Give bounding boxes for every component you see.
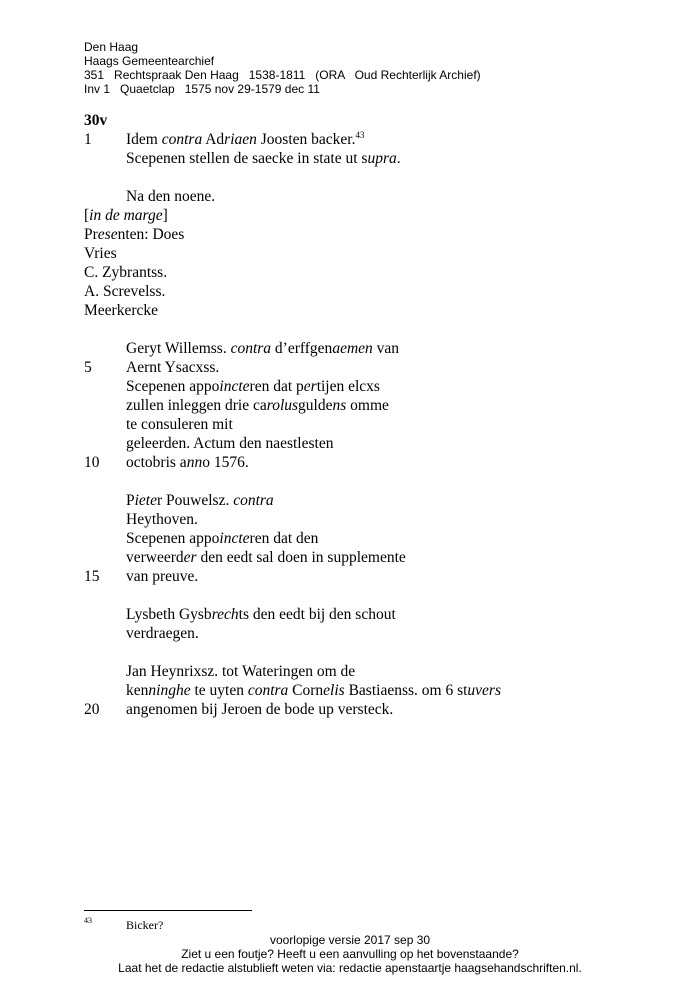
transcription-lines	[84, 130, 501, 719]
text-segment: zullen inleggen drie ca	[126, 397, 267, 414]
transcription-line	[84, 206, 168, 225]
italic-expansion: incte	[219, 378, 250, 395]
italic-expansion: er	[303, 378, 317, 395]
line-text	[126, 700, 393, 719]
text-segment: Heythoven.	[126, 511, 198, 528]
italic-expansion: rolus	[266, 397, 299, 414]
text-segment: C. Zybrantss.	[84, 264, 168, 281]
line-text	[84, 244, 117, 263]
italic-expansion: elis	[323, 682, 345, 699]
transcription-line	[84, 548, 406, 567]
line-text	[126, 396, 389, 415]
header-line-city: Den Haag	[84, 40, 139, 54]
text-segment: Lysbeth Gysb	[126, 606, 212, 623]
text-segment: Scepenen appo	[126, 378, 220, 395]
header-line-archive: Haags Gemeentearchief	[84, 54, 215, 68]
text-segment: Geryt Willemss.	[126, 340, 231, 357]
text-segment: den eedt sal doen in supplemente	[196, 549, 406, 566]
italic-expansion: uvers	[467, 682, 501, 699]
text-segment: omme	[346, 397, 389, 414]
italic-expansion: ninghe	[148, 682, 191, 699]
transcription-line	[84, 187, 216, 206]
text-segment: Pr	[84, 226, 98, 243]
transcription-line	[84, 396, 389, 415]
transcription-line	[84, 377, 380, 396]
footer-question: Ziet u een foutje? Heeft u een aanvulling op het bovenstaande?	[181, 947, 519, 961]
text-segment: Meerkercke	[84, 302, 159, 319]
text-segment: Scepenen stellen de saecke in state ut s	[126, 150, 368, 167]
italic-expansion: incte	[219, 530, 250, 547]
blank-line	[84, 643, 107, 662]
italic-expansion: aemen	[332, 340, 373, 357]
transcription-line	[84, 434, 334, 453]
transcription-line	[84, 244, 117, 263]
text-segment: Aernt Ysacxss.	[126, 359, 220, 376]
text-segment: Bastiaenss. om 6 st	[344, 682, 468, 699]
text-segment: Na den noene.	[126, 188, 216, 205]
text-segment: te consuleren mit	[126, 416, 233, 433]
text-segment: Jan Heynrixsz. tot Wateringen om de	[126, 663, 356, 680]
text-segment: ren dat p	[249, 378, 304, 395]
text-segment: .	[396, 150, 401, 167]
italic-expansion: riaen	[224, 131, 257, 148]
blank-line	[84, 472, 107, 491]
text-segment: o 1576.	[202, 454, 249, 471]
line-text	[126, 662, 355, 681]
text-segment: d’erffgen	[271, 340, 333, 357]
text-segment: verweerd	[126, 549, 184, 566]
header-line-collection: 351 Rechtspraak Den Haag 1538-1811 (ORA Oud Rechterlijk Archief)	[84, 68, 481, 82]
line-number: 10	[84, 454, 100, 471]
page-header	[84, 40, 481, 96]
line-text	[126, 149, 401, 168]
line-text	[126, 605, 396, 624]
text-segment: ken	[126, 682, 149, 699]
text-segment: van preuve.	[126, 568, 199, 585]
line-text	[126, 681, 501, 700]
transcription-body	[84, 111, 501, 719]
text-segment: van	[372, 340, 400, 357]
line-text	[84, 263, 167, 282]
transcription-line	[84, 529, 319, 548]
line-text	[126, 339, 399, 358]
transcription-line	[84, 624, 199, 643]
footnote-text: Bicker?	[126, 918, 164, 932]
transcription-line	[84, 662, 356, 681]
italic-expansion: iete	[134, 492, 157, 509]
line-text	[126, 510, 198, 529]
italic-expansion: upra	[367, 150, 397, 167]
text-segment: Corn	[288, 682, 324, 699]
line-text	[126, 453, 249, 472]
text-segment: verdraegen.	[126, 625, 199, 642]
transcription-line	[84, 605, 396, 624]
transcription-line	[84, 339, 400, 358]
line-number: 20	[84, 701, 100, 718]
line-text	[126, 415, 233, 434]
transcription-line	[84, 510, 198, 529]
line-number: 15	[84, 568, 100, 585]
text-segment: tijen elcxs	[316, 378, 380, 395]
transcription-line	[84, 681, 501, 700]
transcription-line	[84, 282, 166, 301]
italic-expansion: nn	[186, 454, 203, 471]
text-segment: Joosten backer.	[256, 131, 356, 148]
line-text	[126, 529, 318, 548]
line-number: 5	[84, 359, 92, 376]
italic-expansion: er	[183, 549, 197, 566]
line-text	[84, 282, 165, 301]
text-segment: octobris a	[126, 454, 187, 471]
line-text	[126, 358, 219, 377]
transcription-line	[84, 225, 185, 244]
transcription-line	[84, 700, 394, 719]
italic-expansion: contra	[247, 682, 289, 699]
line-text	[84, 206, 168, 225]
text-segment: angenomen bij Jeroen de bode up versteck.	[126, 701, 394, 718]
transcription-line	[84, 130, 365, 149]
text-segment: Ad	[202, 131, 225, 148]
line-text	[126, 187, 215, 206]
footer-version: voorlopige versie 2017 sep 30	[269, 933, 431, 947]
footnote-marker: 43	[84, 916, 92, 925]
text-segment: te uyten	[190, 682, 248, 699]
transcription-line	[84, 453, 249, 472]
text-segment: A. Screvelss.	[84, 283, 166, 300]
blank-line	[84, 586, 107, 605]
italic-expansion: ese	[97, 226, 118, 243]
page-footer	[0, 933, 700, 975]
text-segment: ]	[162, 207, 168, 224]
text-segment: ren dat den	[249, 530, 319, 547]
transcription-line	[84, 491, 274, 510]
line-text	[126, 130, 364, 149]
footnote-reference[interactable]: 43	[355, 130, 365, 140]
line-text	[126, 377, 380, 396]
blank-line	[84, 168, 107, 187]
line-number: 1	[84, 131, 92, 148]
transcription-line	[84, 358, 220, 377]
header-line-inventory: Inv 1 Quaetclap 1575 nov 29-1579 dec 11	[84, 82, 320, 96]
italic-expansion: contra	[230, 340, 272, 357]
footnote-separator	[84, 910, 252, 911]
italic-expansion: rech	[211, 606, 239, 623]
text-segment: Scepenen appo	[126, 530, 220, 547]
transcription-line	[84, 263, 168, 282]
folio-number: 30v	[84, 112, 108, 129]
blank-line	[84, 320, 107, 339]
line-text	[126, 491, 274, 510]
text-segment: gulde	[298, 397, 333, 414]
line-text	[84, 301, 158, 320]
text-segment: r Pouwelsz.	[157, 492, 234, 509]
line-text	[126, 567, 198, 586]
text-segment: ts den eedt bij den schout	[238, 606, 396, 623]
italic-expansion: ns	[332, 397, 347, 414]
italic-expansion: contra	[161, 131, 203, 148]
transcription-line	[84, 301, 159, 320]
line-text	[126, 434, 333, 453]
text-segment: Idem	[126, 131, 162, 148]
text-segment: nten: Does	[117, 226, 185, 243]
transcription-line	[84, 149, 401, 168]
text-segment: [	[84, 207, 90, 224]
footer-contact: Laat het de redactie alstublieft weten via: redactie apenstaartje haagsehandschriften.nl.	[118, 961, 582, 975]
italic-expansion: in de marge	[89, 207, 163, 224]
transcription-line	[84, 415, 233, 434]
text-segment: P	[126, 492, 135, 509]
line-text	[126, 624, 199, 643]
italic-expansion: contra	[233, 492, 274, 509]
line-text	[84, 225, 184, 244]
transcription-line	[84, 567, 199, 586]
text-segment: Vries	[84, 245, 117, 262]
text-segment: geleerden. Actum den naestlesten	[126, 435, 334, 452]
line-text	[126, 548, 406, 567]
